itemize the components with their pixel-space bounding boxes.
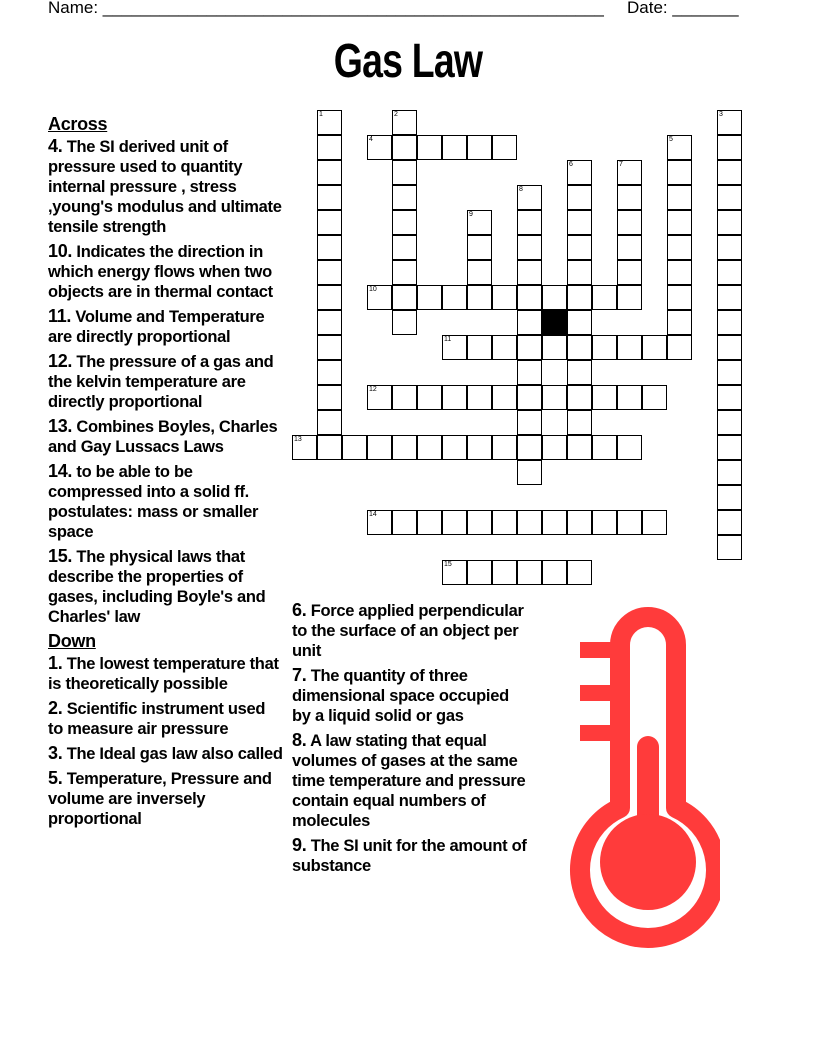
grid-cell[interactable] [717,360,742,385]
grid-cell[interactable] [442,335,467,360]
grid-cell[interactable] [567,235,592,260]
grid-cell[interactable] [317,310,342,335]
grid-cell[interactable] [717,335,742,360]
grid-cell[interactable] [467,210,492,235]
grid-cell[interactable] [717,135,742,160]
grid-cell[interactable] [567,510,592,535]
grid-cell[interactable] [592,385,617,410]
grid-cell[interactable] [317,260,342,285]
grid-cell[interactable] [667,310,692,335]
grid-cell[interactable] [617,210,642,235]
grid-cell[interactable] [567,210,592,235]
grid-cell[interactable] [592,510,617,535]
grid-cell[interactable] [417,510,442,535]
grid-clue-number: 13 [294,436,302,443]
page-title: Gas Law [333,35,483,88]
grid-clue-number: 9 [469,211,473,218]
down-heading: Down [48,631,96,651]
grid-cell[interactable] [367,510,392,535]
grid-cell[interactable] [717,510,742,535]
grid-cell[interactable] [717,285,742,310]
grid-cell[interactable] [717,485,742,510]
grid-cell[interactable] [667,160,692,185]
grid-clue-number: 4 [369,136,373,143]
grid-cell[interactable] [392,260,417,285]
grid-clue-number: 6 [569,161,573,168]
clue-down-9: 9. The SI unit for the amount of substance [292,835,527,875]
grid-cell[interactable] [567,385,592,410]
grid-clue-number: 1 [319,111,323,118]
grid-cell[interactable] [392,210,417,235]
grid-cell[interactable] [492,285,517,310]
grid-cell[interactable] [517,185,542,210]
grid-cell[interactable] [292,435,317,460]
grid-cell[interactable] [317,285,342,310]
grid-cell[interactable] [467,285,492,310]
grid-cell[interactable] [367,435,392,460]
grid-cell[interactable] [567,185,592,210]
grid-cell[interactable] [567,410,592,435]
grid-cell[interactable] [392,310,417,335]
grid-cell[interactable] [317,135,342,160]
grid-cell[interactable] [567,360,592,385]
grid-cell[interactable] [542,385,567,410]
date-field-label: Date: _______ [627,0,739,17]
clue-down-3: 3. The Ideal gas law also called [48,743,283,763]
across-heading: Across [48,114,108,134]
grid-cell[interactable] [617,335,642,360]
grid-cell[interactable] [617,510,642,535]
grid-cell[interactable] [642,385,667,410]
grid-cell[interactable] [567,335,592,360]
clue-across-14: 14. to be able to be compressed into a solid ff. postulates: mass or smaller space [48,461,259,541]
grid-cell[interactable] [667,135,692,160]
clue-down-5: 5. Temperature, Pressure and volume are inversely proportional [48,768,272,828]
grid-cell[interactable] [417,385,442,410]
grid-cell[interactable] [442,560,467,585]
grid-cell[interactable] [317,110,342,135]
grid-cell[interactable] [717,460,742,485]
clues-column-left [48,114,284,833]
grid-cell[interactable] [417,285,442,310]
grid-cell[interactable] [592,435,617,460]
grid-cell[interactable] [467,385,492,410]
grid-cell[interactable] [367,285,392,310]
grid-cell[interactable] [517,385,542,410]
grid-cell[interactable] [417,135,442,160]
grid-cell[interactable] [367,135,392,160]
grid-cell[interactable] [717,535,742,560]
grid-cell[interactable] [617,285,642,310]
grid-cell[interactable] [442,510,467,535]
clue-across-4: 4. The SI derived unit of pressure used to quantity internal pressure , stress ,young's modulus and ultimate tensile strength [48,136,282,236]
grid-cell[interactable] [542,285,567,310]
grid-cell[interactable] [667,185,692,210]
grid-cell[interactable] [617,235,642,260]
clue-across-10: 10. Indicates the direction in which energy flows when two objects are in thermal contact [48,241,273,301]
grid-cell[interactable] [717,310,742,335]
grid-cell[interactable] [567,435,592,460]
grid-cell[interactable] [317,435,342,460]
grid-cell[interactable] [442,385,467,410]
grid-cell[interactable] [392,235,417,260]
grid-cell[interactable] [542,435,567,460]
grid-cell[interactable] [317,210,342,235]
grid-cell[interactable] [717,110,742,135]
grid-cell[interactable] [492,335,517,360]
grid-cell[interactable] [442,435,467,460]
grid-cell[interactable] [567,560,592,585]
grid-cell[interactable] [317,385,342,410]
grid-cell[interactable] [517,460,542,485]
grid-cell[interactable] [542,560,567,585]
grid-clue-number: 12 [369,386,377,393]
clue-down-1: 1. The lowest temperature that is theoretically possible [48,653,279,693]
grid-cell[interactable] [542,335,567,360]
grid-clue-number: 15 [444,561,452,568]
grid-clue-number: 11 [444,336,452,343]
grid-cell[interactable] [467,235,492,260]
grid-cell[interactable] [417,435,442,460]
grid-cell[interactable] [517,410,542,435]
grid-cell[interactable] [542,510,567,535]
grid-cell[interactable] [567,285,592,310]
grid-cell[interactable] [467,260,492,285]
grid-cell[interactable] [317,235,342,260]
grid-block [542,310,567,335]
grid-cell[interactable] [667,285,692,310]
grid-cell[interactable] [517,285,542,310]
grid-clue-number: 2 [394,111,398,118]
grid-cell[interactable] [617,435,642,460]
clue-across-11: 11. Volume and Temperature are directly proportional [48,306,265,346]
grid-cell[interactable] [667,335,692,360]
grid-cell[interactable] [492,510,517,535]
grid-cell[interactable] [392,285,417,310]
grid-cell[interactable] [592,285,617,310]
grid-cell[interactable] [492,435,517,460]
clue-down-2: 2. Scientific instrument used to measure air pressure [48,698,266,738]
grid-cell[interactable] [517,435,542,460]
grid-cell[interactable] [392,510,417,535]
grid-cell[interactable] [442,135,467,160]
grid-cell[interactable] [467,560,492,585]
grid-cell[interactable] [717,235,742,260]
clue-down-8: 8. A law stating that equal volumes of gases at the same time temperature and pressure contain equal numbers of molecules [292,730,526,830]
grid-cell[interactable] [392,135,417,160]
grid-cell[interactable] [342,435,367,460]
grid-cell[interactable] [717,435,742,460]
grid-cell[interactable] [392,385,417,410]
grid-cell[interactable] [717,260,742,285]
grid-cell[interactable] [667,210,692,235]
thermometer-icon [560,590,720,962]
grid-cell[interactable] [317,410,342,435]
clue-across-15: 15. The physical laws that describe the properties of gases, including Boyle's and Charles' law [48,546,266,626]
grid-clue-number: 10 [369,286,377,293]
grid-cell[interactable] [467,435,492,460]
grid-cell[interactable] [492,135,517,160]
grid-cell[interactable] [717,210,742,235]
grid-cell[interactable] [592,335,617,360]
grid-cell[interactable] [467,135,492,160]
grid-clue-number: 14 [369,511,377,518]
grid-cell[interactable] [317,185,342,210]
grid-cell[interactable] [717,410,742,435]
grid-clue-number: 5 [669,136,673,143]
grid-cell[interactable] [642,335,667,360]
grid-cell[interactable] [717,160,742,185]
grid-cell[interactable] [617,185,642,210]
grid-cell[interactable] [567,310,592,335]
grid-cell[interactable] [392,110,417,135]
grid-cell[interactable] [617,160,642,185]
grid-cell[interactable] [717,185,742,210]
grid-cell[interactable] [392,185,417,210]
name-field-label: Name: _____________________________________________________ [48,0,604,17]
grid-cell[interactable] [392,435,417,460]
grid-cell[interactable] [517,235,542,260]
grid-cell[interactable] [567,260,592,285]
clue-down-6: 6. Force applied perpendicular to the surface of an object per unit [292,600,524,660]
grid-cell[interactable] [667,260,692,285]
grid-cell[interactable] [517,260,542,285]
grid-cell[interactable] [492,385,517,410]
clue-across-12: 12. The pressure of a gas and the kelvin temperature are directly proportional [48,351,274,411]
grid-cell[interactable] [567,160,592,185]
grid-clue-number: 8 [519,186,523,193]
grid-clue-number: 3 [719,111,723,118]
grid-cell[interactable] [717,385,742,410]
grid-cell[interactable] [467,510,492,535]
grid-cell[interactable] [517,560,542,585]
grid-cell[interactable] [617,260,642,285]
grid-cell[interactable] [517,210,542,235]
grid-cell[interactable] [492,560,517,585]
grid-cell[interactable] [467,335,492,360]
grid-clue-number: 7 [619,161,623,168]
grid-cell[interactable] [392,160,417,185]
grid-cell[interactable] [317,360,342,385]
clue-across-13: 13. Combines Boyles, Charles and Gay Lussacs Laws [48,416,278,456]
clue-down-7: 7. The quantity of three dimensional space occupied by a liquid solid or gas [292,665,509,725]
grid-cell[interactable] [517,510,542,535]
grid-cell[interactable] [367,385,392,410]
grid-cell[interactable] [667,235,692,260]
clues-column-middle [292,600,530,880]
grid-cell[interactable] [442,285,467,310]
grid-cell[interactable] [517,335,542,360]
grid-cell[interactable] [642,510,667,535]
grid-cell[interactable] [517,360,542,385]
grid-cell[interactable] [517,310,542,335]
grid-cell[interactable] [317,335,342,360]
grid-cell[interactable] [617,385,642,410]
grid-cell[interactable] [317,160,342,185]
